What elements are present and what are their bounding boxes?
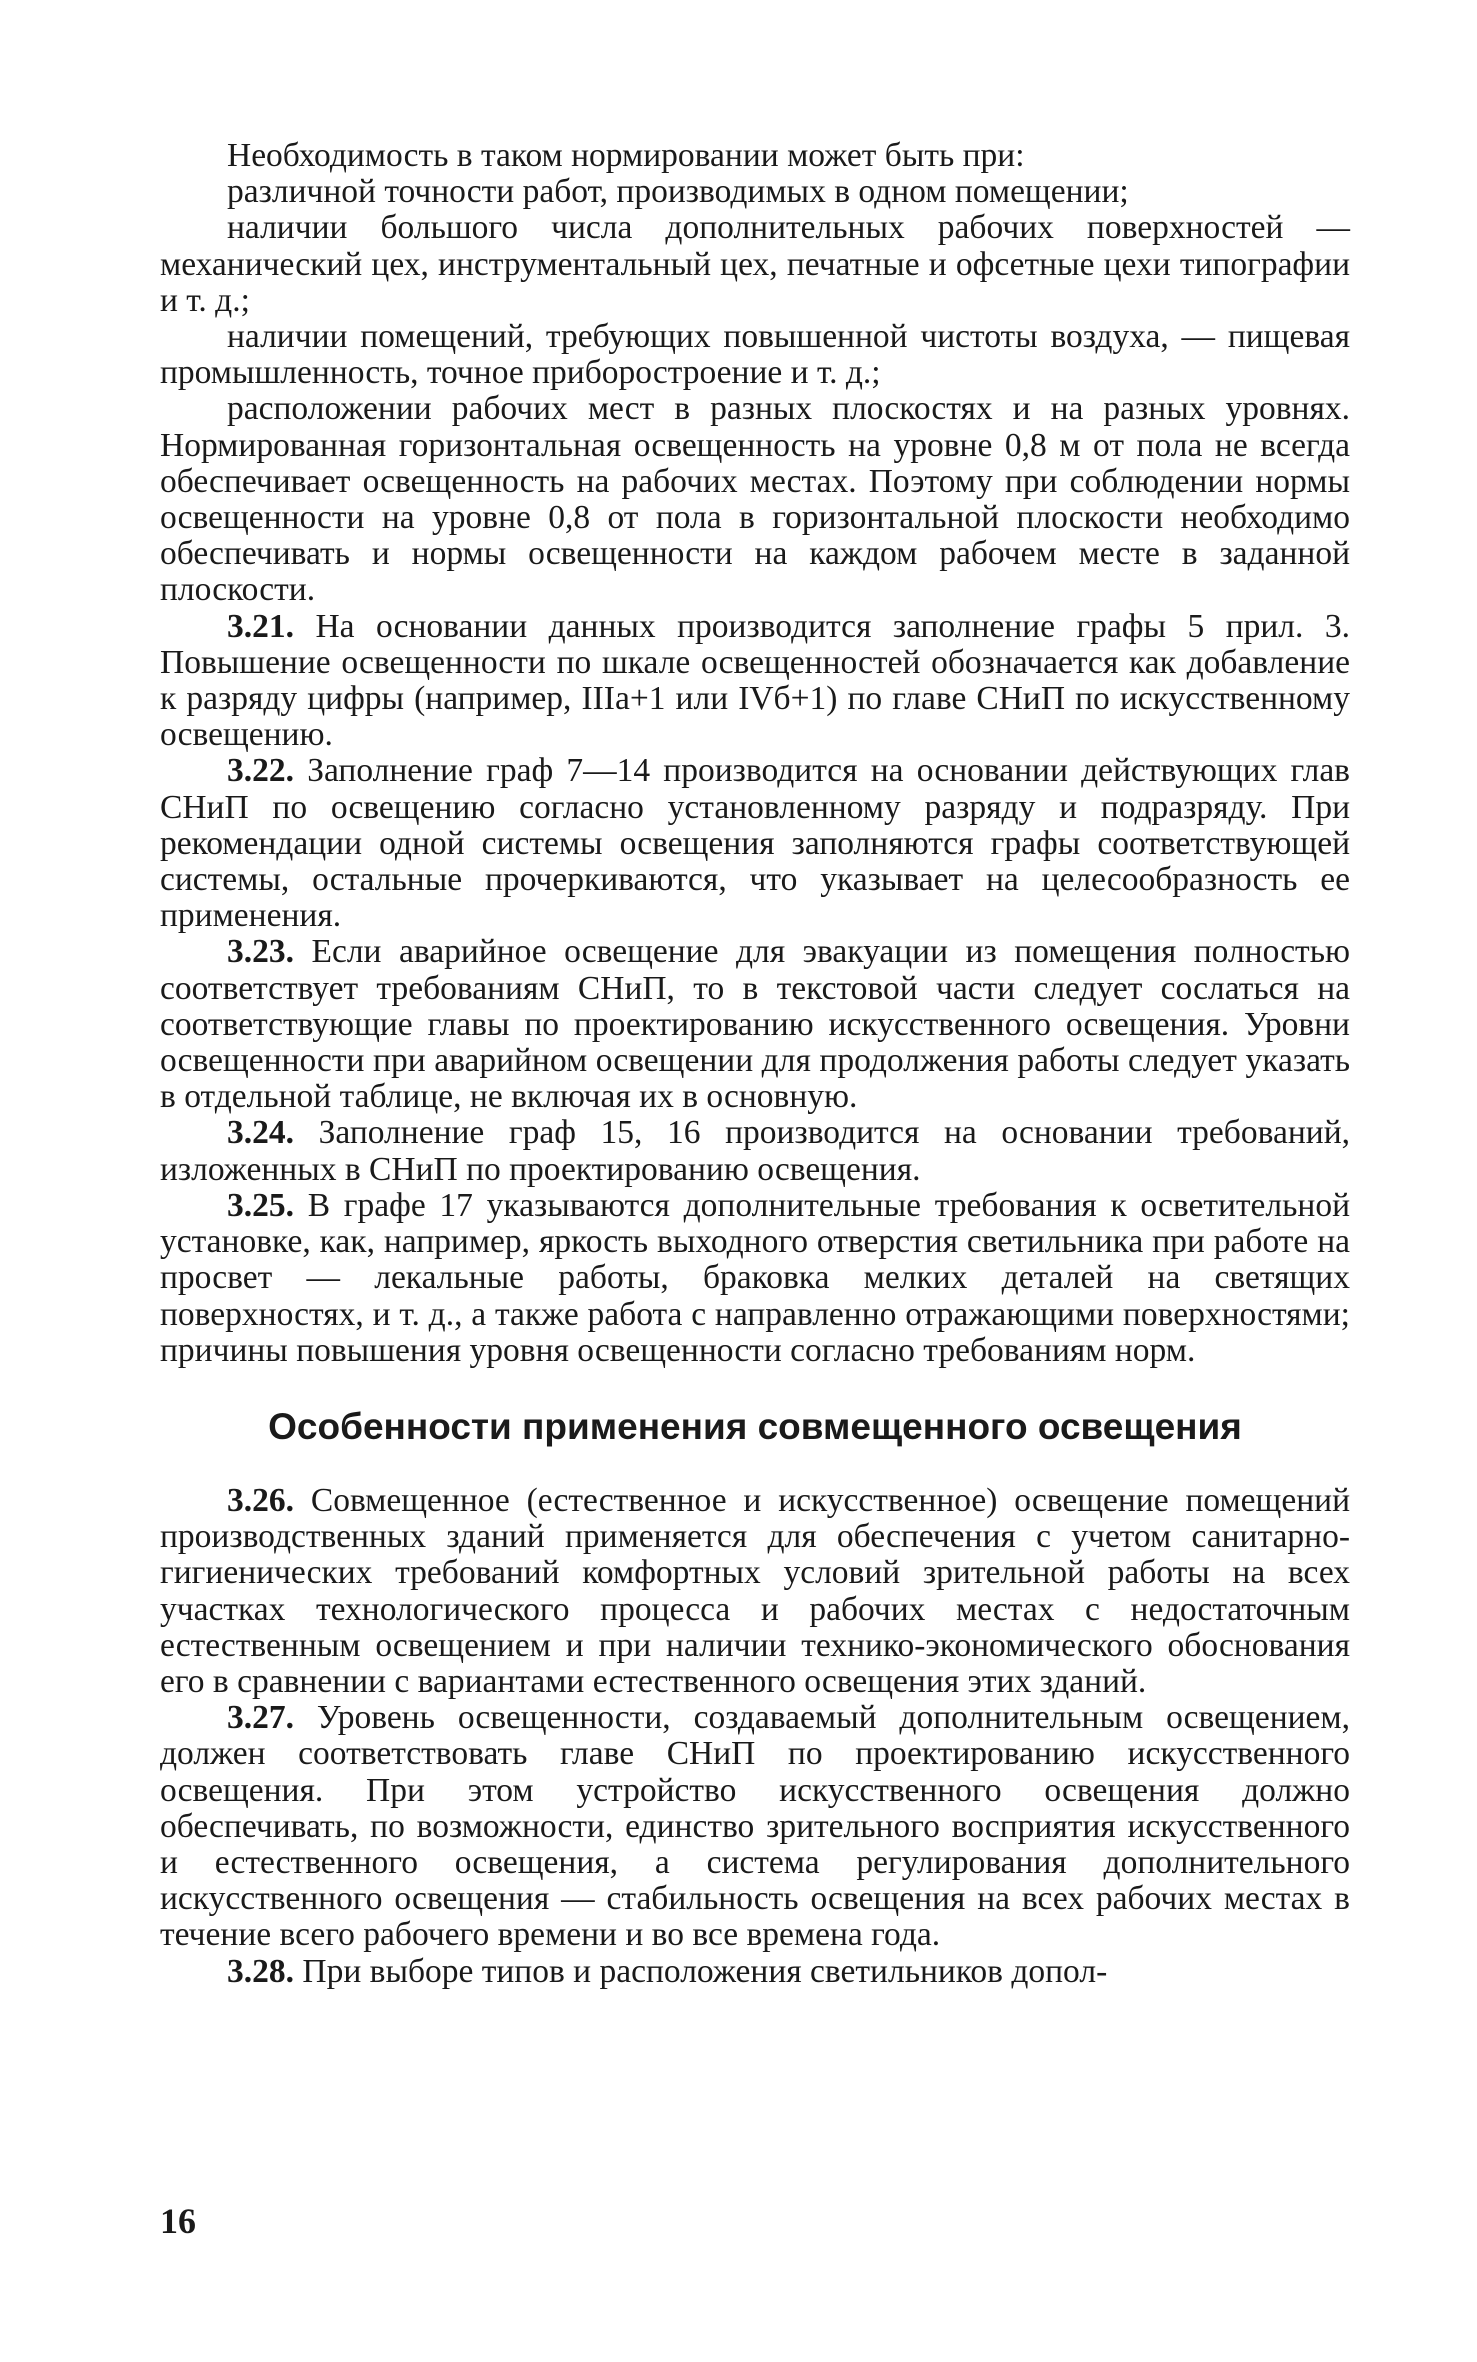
clause-text: В графе 17 указываются дополнительные требования к осветительной установке, как, например, яркость выходного отверстия светильника при работе на просвет — лекальные работы, браковка мелких деталей на светящих поверхностях, и т. д., а также работа с направленно отражающими поверхностями; причины повышения уровня освещенности согласно требованиям норм.: [160, 1186, 1351, 1369]
list-item: различной точности работ, производимых в одном помещении;: [227, 173, 1129, 211]
clause-number: 3.27.: [227, 1699, 294, 1737]
clause-text: При выборе типов и расположения светильников допол-: [302, 1952, 1108, 1990]
clause-text: Если аварийное освещение для эвакуации из помещения полностью соответствует требованиям СНиП, то в текстовой части следует сослаться на соответствующие главы по проектированию искусственного освещения. Уровни освещенности при аварийном освещении для продолжения работы следует указать в отдельной таблице, не включая их в основную.: [160, 933, 1351, 1116]
clause-number: 3.22.: [227, 752, 294, 790]
clause-text: Уровень освещенности, создаваемый дополнительным освещением, должен соответствовать главе СНиП по проектированию искусственного освещения. При этом устройство искусственного освещения должно обеспечивать, по возможности, единство зрительного восприятия искусственного и естественного освещения, а система регулирования дополнительного искусственного освещения — стабильность освещения на всех рабочих местах в течение всего рабочего времени и во все времена года.: [160, 1699, 1350, 1954]
paragraph-3-26: [160, 1483, 1350, 1700]
paragraph-3-28: [160, 1954, 1350, 1990]
paragraph-3-22: [160, 753, 1350, 934]
paragraph-3-24: [160, 1115, 1350, 1187]
clause-number: 3.24.: [227, 1114, 294, 1152]
clause-text: Совмещенное (естественное и искусственное) освещение помещений производственных зданий применяется для обеспечения с учетом санитарно-гигиенических требований комфортных условий зрительной работы на всех участках технологического процесса и рабочих местах с недостаточным естественным освещением и при наличии технико-экономического обоснования его в сравнении с вариантами естественного освещения этих зданий.: [160, 1481, 1351, 1700]
paragraph-3-23: [160, 934, 1350, 1115]
paragraph-3-27: [160, 1700, 1350, 1953]
clause-number: 3.23.: [227, 933, 294, 971]
clause-number: 3.26.: [227, 1481, 294, 1519]
page-body: [160, 138, 1350, 1990]
clause-text: Заполнение граф 15, 16 производится на основании требований, изложенных в СНиП по проектированию освещения.: [160, 1114, 1350, 1188]
section-heading: Особенности применения совмещенного освещения: [268, 1405, 1242, 1447]
clause-number: 3.25.: [227, 1186, 294, 1224]
paragraph-3-25: [160, 1188, 1350, 1369]
clause-number: 3.28.: [227, 1952, 294, 1990]
clause-number: 3.21.: [227, 607, 294, 645]
list-item: расположении рабочих мест в разных плоскостях и на разных уровнях. Нормированная горизонтальная освещенность на уровне 0,8 м от пола не всегда обеспечивает освещенность на рабочих местах. Поэтому при соблюдении нормы освещенности на уровне 0,8 от пола в горизонтальной плоскости необходимо обеспечивать и нормы освещенности на каждом рабочем месте в заданной плоскости.: [160, 390, 1350, 609]
intro-paragraph: Необходимость в таком нормировании может быть при:: [227, 137, 1025, 174]
list-item: наличии помещений, требующих повышенной чистоты воздуха, — пищевая промышленность, точное приборостроение и т. д.;: [160, 318, 1350, 392]
clause-text: Заполнение граф 7—14 производится на основании действующих глав СНиП по освещению согласно установленному разряду и подразряду. При рекомендации одной системы освещения заполняются графы соответствующей системы, остальные прочеркиваются, что указывает на целесообразность ее применения.: [160, 752, 1351, 935]
page-number: 16: [160, 2201, 196, 2241]
clause-text: На основании данных производится заполнение графы 5 прил. 3. Повышение освещенности по шкале освещенностей обозначается как добавление к разряду цифры (например, IIIа+1 или IVб+1) по главе СНиП по искусственному освещению.: [160, 607, 1350, 754]
list-item: наличии большого числа дополнительных рабочих поверхностей — механический цех, инструментальный цех, печатные и офсетные цехи типографии и т. д.;: [160, 209, 1350, 319]
paragraph-3-21: [160, 609, 1350, 754]
